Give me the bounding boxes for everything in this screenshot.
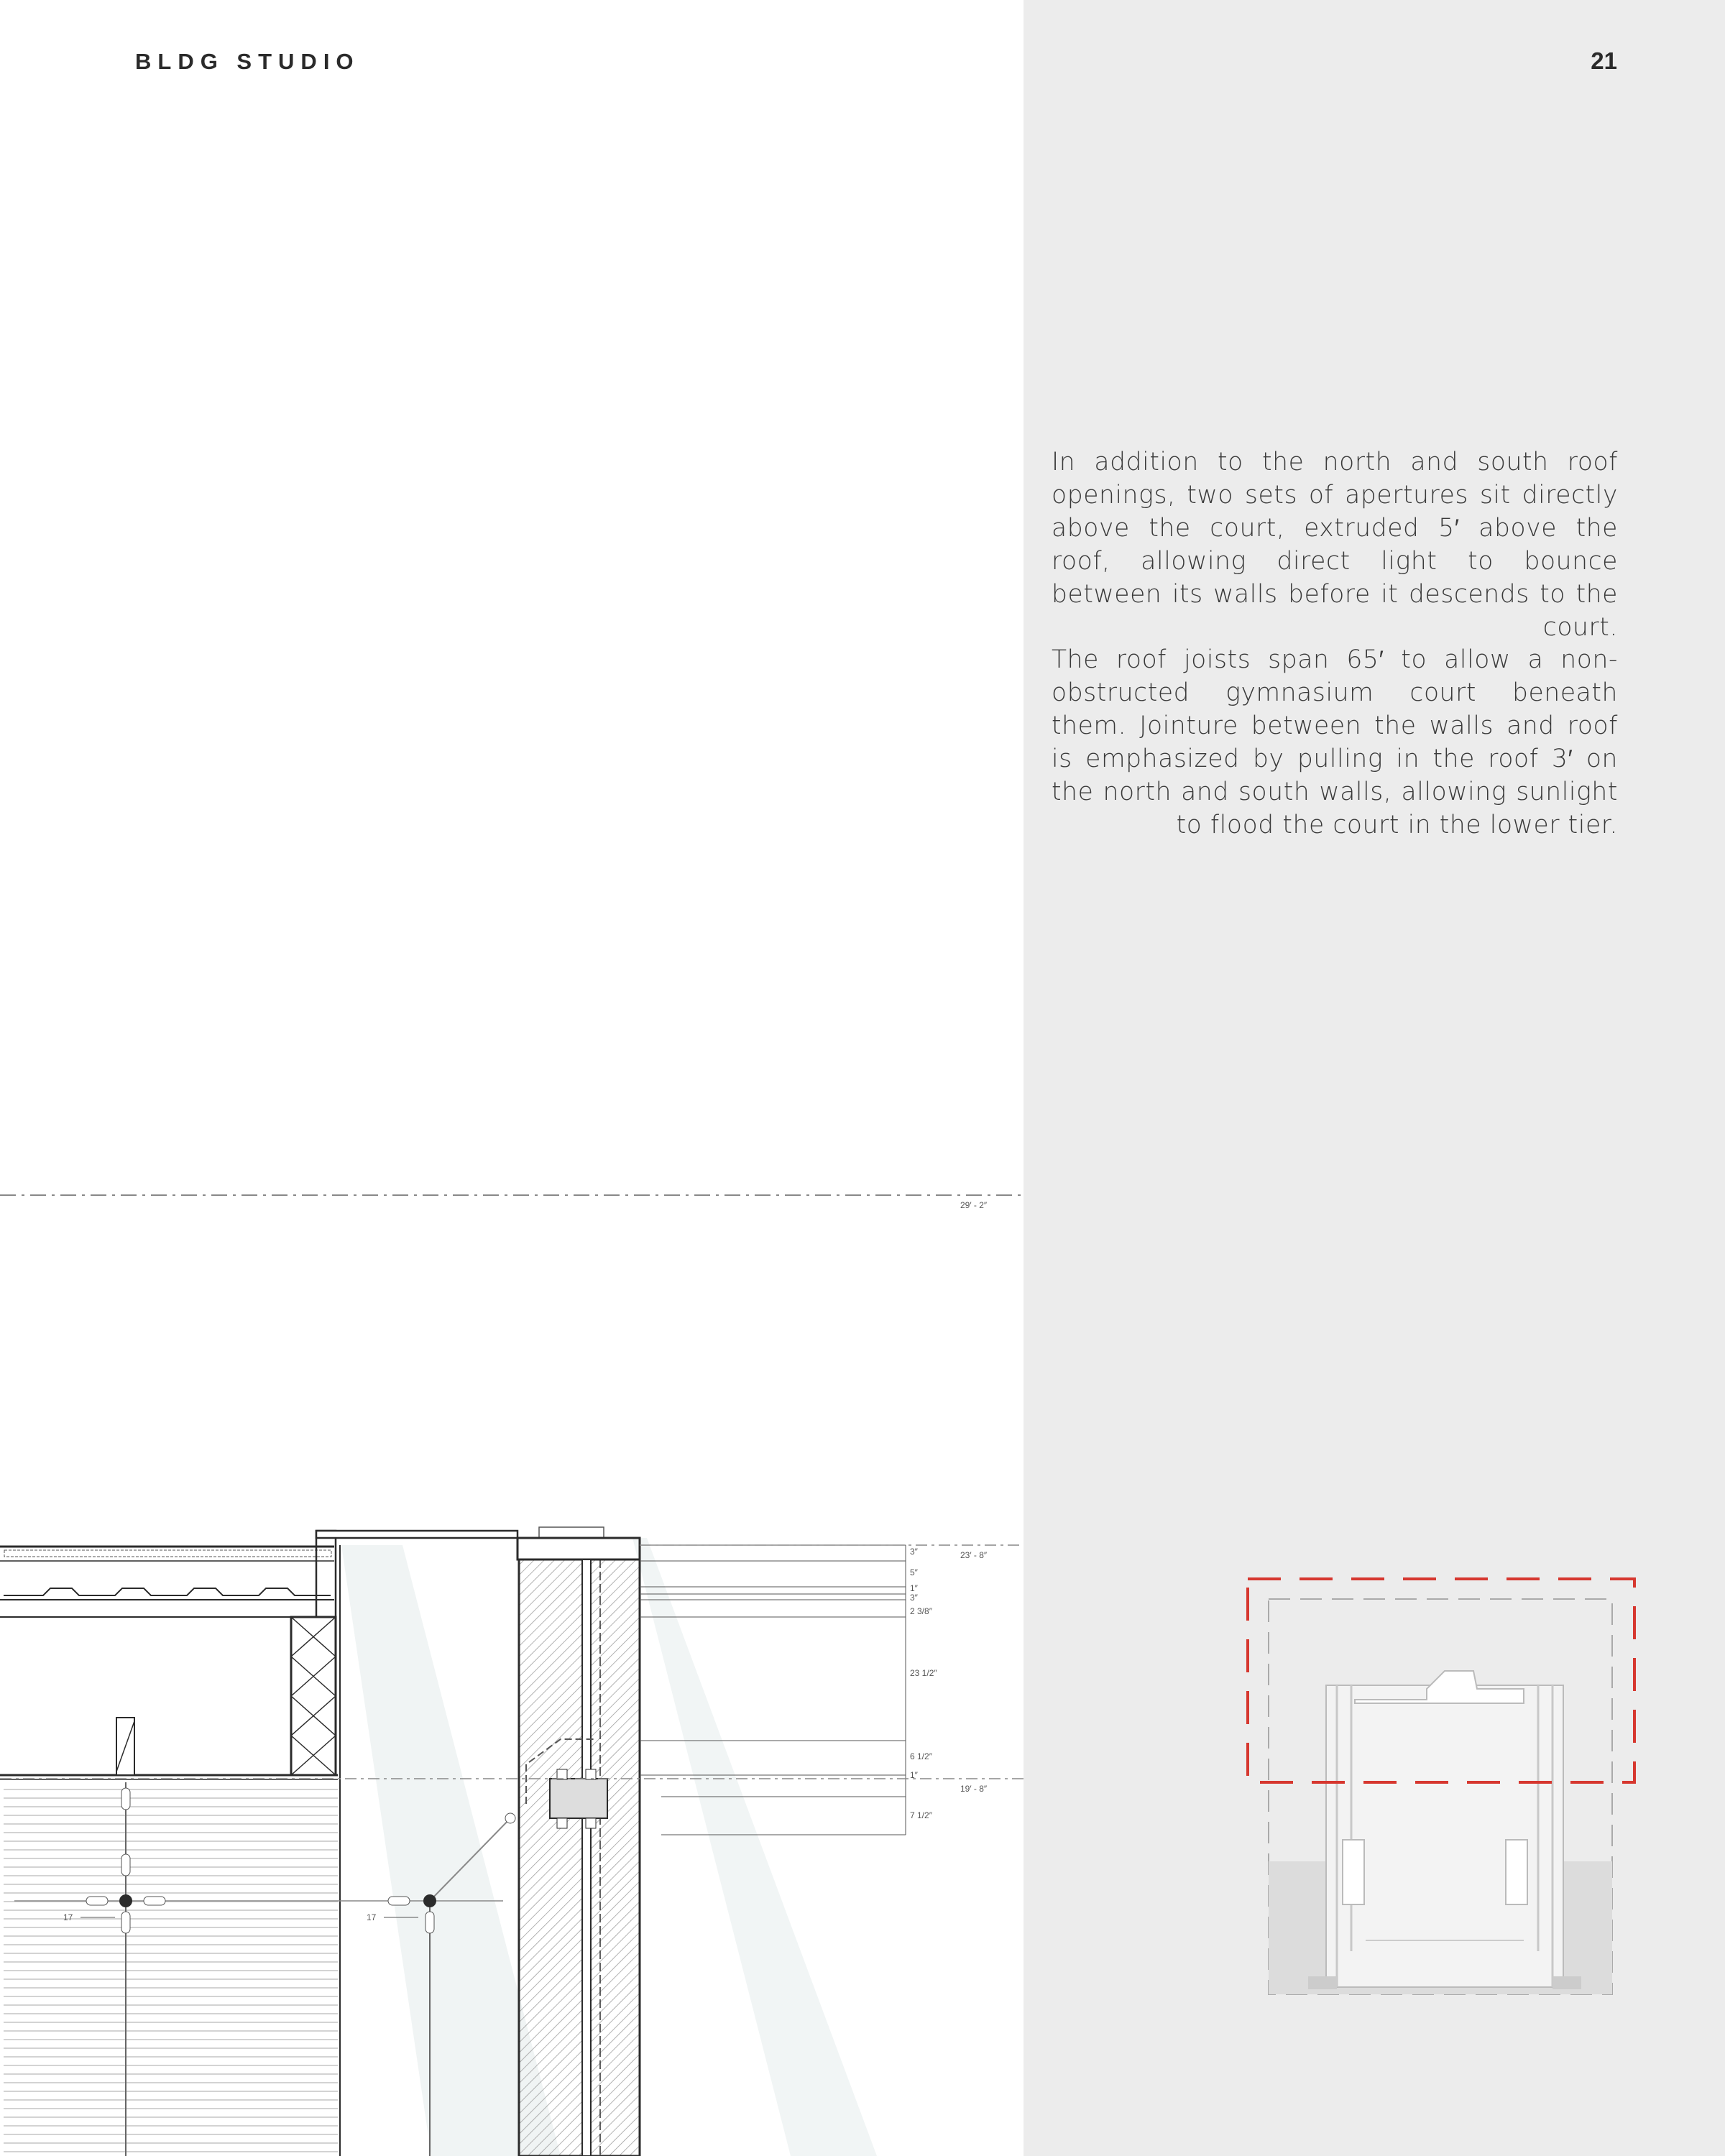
- column-core: [582, 1560, 591, 2156]
- header-title: BLDG STUDIO: [135, 49, 360, 74]
- callout-1: 17: [63, 1912, 73, 1922]
- parapet-cap: [316, 1531, 336, 1617]
- callout-2: 17: [367, 1912, 377, 1922]
- dim-2: 5″: [910, 1567, 918, 1577]
- elevation-label-roof: 23′ - 8″: [960, 1550, 988, 1560]
- dim-8: 1″: [910, 1770, 918, 1780]
- light-cone: [632, 1538, 877, 2156]
- dim-1: 3″: [910, 1547, 918, 1557]
- column-hatch: [519, 1560, 640, 2156]
- paragraph-1: In addition to the north and south roof openings, two sets of apertures sit directly above the court, extruded 5′ above the roof, allowing direct light to bounce between its walls before it descends to the court.: [1052, 448, 1618, 642]
- dim-3: 1″: [910, 1583, 918, 1593]
- parapet-truss: [291, 1617, 336, 1775]
- wall-cladding: [4, 1782, 338, 2156]
- elevation-label-top: 29′ - 2″: [960, 1200, 988, 1210]
- connection-plate: [550, 1779, 607, 1818]
- dim-7: 6 1/2″: [910, 1751, 932, 1761]
- dim-4: 3″: [910, 1593, 918, 1603]
- skylight-cap: [539, 1527, 604, 1538]
- roof-deck: [4, 1588, 331, 1595]
- flashing: [518, 1538, 640, 1560]
- dim-9: 7 1/2″: [910, 1810, 932, 1820]
- roof-gravel: [4, 1550, 331, 1557]
- truss-bracing: [291, 1617, 336, 1775]
- dim-5: 2 3/8″: [910, 1606, 932, 1616]
- paragraph-2: The roof joists span 65′ to allow a non-obstructed gymnasium court beneath them. Jointure between the walls and roof is emphasized by pulling in the roof 3′ on the north and south walls, allowing sunlight to flood the court in the lower tier.: [1052, 645, 1618, 839]
- elevation-label-ceiling: 19′ - 8″: [960, 1784, 988, 1794]
- key-plan-section: [1269, 1599, 1612, 1994]
- page-number: 21: [1591, 47, 1617, 74]
- aperture-roof: [316, 1531, 518, 1538]
- dim-6: 23 1/2″: [910, 1668, 937, 1678]
